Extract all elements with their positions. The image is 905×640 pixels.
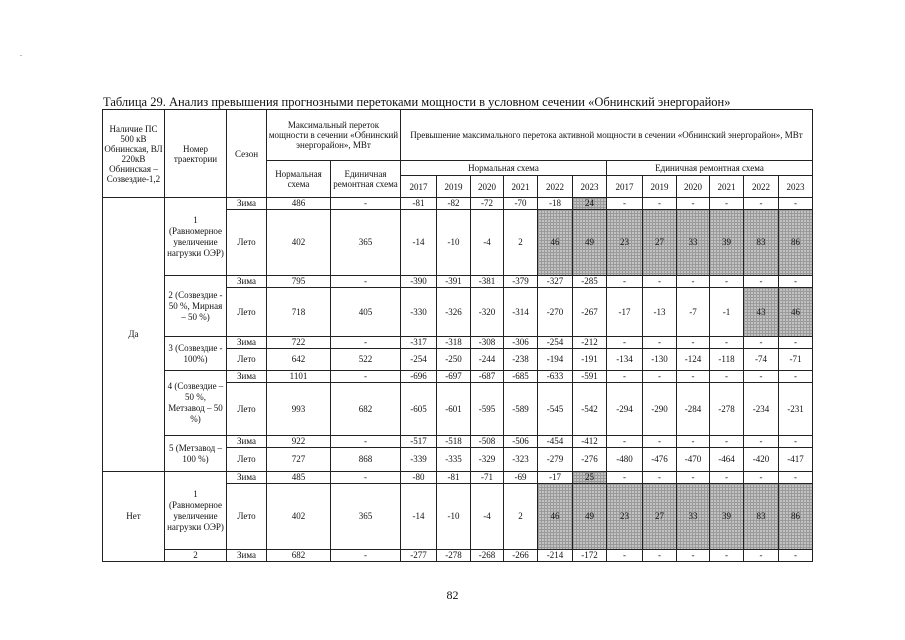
trajectory-name: 3 (Созвездие - 100%)	[165, 337, 227, 371]
table-row	[103, 472, 813, 484]
normal-value-cell: -4	[471, 484, 504, 550]
repair-value-cell: -470	[677, 448, 710, 472]
repair-value-cell: -290	[643, 383, 677, 436]
trajectory-name: 5 (Метзавод – 100 %)	[165, 436, 227, 472]
header-season: Сезон	[227, 110, 267, 198]
normal-value-cell: -214	[538, 550, 573, 562]
normal-value-cell: -71	[471, 472, 504, 484]
year-header: 2017	[401, 176, 437, 198]
normal-value-cell: -278	[437, 550, 471, 562]
repair-value-cell: -	[677, 550, 710, 562]
normal-value-cell: -687	[471, 371, 504, 383]
repair-value-cell: -	[643, 436, 677, 448]
normal-value-cell: -506	[504, 436, 538, 448]
max-normal-cell: 993	[267, 383, 331, 436]
normal-value-cell: -390	[401, 276, 437, 288]
repair-value-cell: 43	[744, 288, 779, 337]
repair-value-cell: -118	[710, 349, 744, 371]
repair-value-cell: -	[643, 198, 677, 210]
repair-value-cell: -234	[744, 383, 779, 436]
normal-value-cell: -18	[538, 198, 573, 210]
normal-value-cell: -10	[437, 484, 471, 550]
repair-value-cell: 23	[607, 484, 643, 550]
max-repair-cell: -	[331, 472, 401, 484]
repair-value-cell: -	[643, 472, 677, 484]
repair-value-cell: 33	[677, 484, 710, 550]
normal-value-cell: -82	[437, 198, 471, 210]
normal-value-cell: 49	[573, 210, 607, 276]
repair-value-cell: 86	[779, 484, 813, 550]
normal-value-cell: -589	[504, 383, 538, 436]
normal-value-cell: -591	[573, 371, 607, 383]
season-cell: Зима	[227, 371, 267, 383]
max-normal-cell: 1101	[267, 371, 331, 383]
repair-value-cell: -74	[744, 349, 779, 371]
max-repair-cell: -	[331, 550, 401, 562]
year-header: 2020	[677, 176, 710, 198]
normal-value-cell: -4	[471, 210, 504, 276]
repair-value-cell: -71	[779, 349, 813, 371]
repair-value-cell: -	[744, 436, 779, 448]
normal-value-cell: -518	[437, 436, 471, 448]
normal-value-cell: -72	[471, 198, 504, 210]
repair-value-cell: 27	[643, 210, 677, 276]
normal-value-cell: -277	[401, 550, 437, 562]
normal-value-cell: -308	[471, 337, 504, 349]
repair-value-cell: -	[710, 472, 744, 484]
repair-value-cell: -480	[607, 448, 643, 472]
repair-value-cell: -130	[643, 349, 677, 371]
normal-value-cell: -238	[504, 349, 538, 371]
repair-value-cell: -	[744, 472, 779, 484]
header-excess: Превышение максимального перетока активной мощности в сечении «Обнинский энергорайон», МВт	[401, 110, 813, 161]
repair-value-cell: -	[643, 337, 677, 349]
repair-value-cell: -	[677, 198, 710, 210]
repair-value-cell: 83	[744, 484, 779, 550]
repair-value-cell: -	[779, 276, 813, 288]
repair-value-cell: -	[779, 436, 813, 448]
normal-value-cell: 46	[538, 484, 573, 550]
trajectory-name: 2	[165, 550, 227, 562]
repair-value-cell: -	[677, 337, 710, 349]
normal-value-cell: 2	[504, 210, 538, 276]
repair-value-cell: -278	[710, 383, 744, 436]
year-header: 2022	[538, 176, 573, 198]
normal-value-cell: 25	[573, 472, 607, 484]
season-cell: Лето	[227, 448, 267, 472]
max-repair-cell: 682	[331, 383, 401, 436]
year-header: 2019	[437, 176, 471, 198]
max-repair-cell: 365	[331, 210, 401, 276]
repair-value-cell: -124	[677, 349, 710, 371]
repair-value-cell: 27	[643, 484, 677, 550]
header-ps-presence: Наличие ПС 500 кВ Обнинская, ВЛ 220кВ Обнинская – Созвездие-1,2	[103, 110, 165, 198]
year-header: 2023	[779, 176, 813, 198]
repair-value-cell: -	[779, 371, 813, 383]
normal-value-cell: -191	[573, 349, 607, 371]
repair-value-cell: -284	[677, 383, 710, 436]
table-row	[103, 436, 813, 448]
max-repair-cell: 522	[331, 349, 401, 371]
normal-value-cell: -685	[504, 371, 538, 383]
table-body	[103, 198, 813, 562]
group-label: Да	[103, 198, 165, 472]
repair-value-cell: -476	[643, 448, 677, 472]
season-cell: Лето	[227, 349, 267, 371]
repair-value-cell: -464	[710, 448, 744, 472]
normal-value-cell: -268	[471, 550, 504, 562]
repair-value-cell: 23	[607, 210, 643, 276]
repair-value-cell: -	[710, 276, 744, 288]
year-header: 2022	[744, 176, 779, 198]
repair-value-cell: -	[677, 436, 710, 448]
max-normal-cell: 795	[267, 276, 331, 288]
normal-value-cell: -69	[504, 472, 538, 484]
normal-value-cell: 24	[573, 198, 607, 210]
season-cell: Лето	[227, 484, 267, 550]
table-row	[103, 198, 813, 210]
year-header: 2023	[573, 176, 607, 198]
normal-value-cell: -244	[471, 349, 504, 371]
normal-value-cell: -542	[573, 383, 607, 436]
normal-value-cell: -81	[437, 472, 471, 484]
season-cell: Зима	[227, 198, 267, 210]
max-normal-cell: 727	[267, 448, 331, 472]
repair-value-cell: -	[744, 276, 779, 288]
normal-value-cell: -285	[573, 276, 607, 288]
normal-value-cell: -81	[401, 198, 437, 210]
table-title: Таблица 29. Анализ превышения прогнозными перетоками мощности в условном сечении «Обнинский энергорайон»	[103, 95, 731, 109]
max-repair-cell: 868	[331, 448, 401, 472]
season-cell: Зима	[227, 472, 267, 484]
max-repair-cell: 365	[331, 484, 401, 550]
season-cell: Зима	[227, 337, 267, 349]
season-cell: Лето	[227, 210, 267, 276]
normal-value-cell: 49	[573, 484, 607, 550]
normal-value-cell: -254	[401, 349, 437, 371]
normal-value-cell: -697	[437, 371, 471, 383]
repair-value-cell: -	[744, 371, 779, 383]
repair-value-cell: 33	[677, 210, 710, 276]
repair-value-cell: -	[744, 198, 779, 210]
repair-value-cell: -	[744, 337, 779, 349]
repair-value-cell: -	[643, 276, 677, 288]
normal-value-cell: -14	[401, 484, 437, 550]
repair-value-cell: -13	[643, 288, 677, 337]
normal-value-cell: -323	[504, 448, 538, 472]
repair-value-cell: -	[677, 371, 710, 383]
normal-value-cell: -326	[437, 288, 471, 337]
repair-value-cell: -134	[607, 349, 643, 371]
header-normal-scheme: Нормальная схема	[401, 161, 607, 176]
repair-value-cell: -	[677, 472, 710, 484]
normal-value-cell: -250	[437, 349, 471, 371]
normal-value-cell: 46	[538, 210, 573, 276]
season-cell: Лето	[227, 383, 267, 436]
repair-value-cell: -	[607, 436, 643, 448]
normal-value-cell: 2	[504, 484, 538, 550]
normal-value-cell: -270	[538, 288, 573, 337]
repair-value-cell: -	[710, 371, 744, 383]
normal-value-cell: -14	[401, 210, 437, 276]
header-max-repair: Единичная ремонтная схема	[331, 161, 401, 198]
repair-value-cell: -420	[744, 448, 779, 472]
repair-value-cell: -	[710, 337, 744, 349]
year-header: 2020	[471, 176, 504, 198]
repair-value-cell: 46	[779, 288, 813, 337]
repair-value-cell: -17	[607, 288, 643, 337]
max-normal-cell: 718	[267, 288, 331, 337]
trajectory-name: 2 (Созвездие - 50 %, Мирная – 50 %)	[165, 276, 227, 337]
repair-value-cell: -	[607, 472, 643, 484]
repair-value-cell: -	[710, 550, 744, 562]
normal-value-cell: -318	[437, 337, 471, 349]
normal-value-cell: -267	[573, 288, 607, 337]
repair-value-cell: -	[643, 550, 677, 562]
normal-value-cell: -329	[471, 448, 504, 472]
repair-value-cell: -	[677, 276, 710, 288]
repair-value-cell: -7	[677, 288, 710, 337]
header-max-normal: Нормальная схема	[267, 161, 331, 198]
max-repair-cell: -	[331, 198, 401, 210]
max-normal-cell: 485	[267, 472, 331, 484]
trajectory-name: 1 (Равномерное увеличение нагрузки ОЭР)	[165, 472, 227, 550]
season-cell: Лето	[227, 288, 267, 337]
table-row	[103, 371, 813, 383]
header-repair-scheme: Единичная ремонтная схема	[607, 161, 813, 176]
normal-value-cell: -70	[504, 198, 538, 210]
table-row	[103, 337, 813, 349]
normal-value-cell: -381	[471, 276, 504, 288]
repair-value-cell: -	[779, 198, 813, 210]
repair-value-cell: 83	[744, 210, 779, 276]
normal-value-cell: -545	[538, 383, 573, 436]
normal-value-cell: -17	[538, 472, 573, 484]
repair-value-cell: -	[779, 550, 813, 562]
group-label: Нет	[103, 472, 165, 562]
repair-value-cell: -	[607, 198, 643, 210]
power-flow-table	[102, 109, 813, 562]
page-number: 82	[446, 588, 459, 602]
normal-value-cell: -633	[538, 371, 573, 383]
normal-value-cell: -330	[401, 288, 437, 337]
normal-value-cell: -454	[538, 436, 573, 448]
header-trajectory: Номер траектории	[165, 110, 227, 198]
year-header: 2021	[710, 176, 744, 198]
normal-value-cell: -339	[401, 448, 437, 472]
normal-value-cell: -266	[504, 550, 538, 562]
table-row	[103, 550, 813, 562]
trajectory-name: 1 (Равномерное увеличение нагрузки ОЭР)	[165, 198, 227, 276]
max-normal-cell: 402	[267, 484, 331, 550]
table-row	[103, 276, 813, 288]
repair-value-cell: -	[710, 436, 744, 448]
repair-value-cell: -1	[710, 288, 744, 337]
year-header: 2019	[643, 176, 677, 198]
repair-value-cell: -	[643, 371, 677, 383]
normal-value-cell: -254	[538, 337, 573, 349]
season-cell: Зима	[227, 276, 267, 288]
normal-value-cell: -279	[538, 448, 573, 472]
normal-value-cell: -320	[471, 288, 504, 337]
repair-value-cell: -	[607, 550, 643, 562]
trajectory-name: 4 (Созвездие – 50 %, Метзавод – 50 %)	[165, 371, 227, 436]
header-max-flow: Максимальный переток мощности в сечении «Обнинский энергорайон», МВт	[267, 110, 401, 161]
table-header	[103, 110, 813, 198]
normal-value-cell: -595	[471, 383, 504, 436]
max-normal-cell: 922	[267, 436, 331, 448]
normal-value-cell: -172	[573, 550, 607, 562]
normal-value-cell: -314	[504, 288, 538, 337]
max-repair-cell: -	[331, 436, 401, 448]
max-normal-cell: 722	[267, 337, 331, 349]
normal-value-cell: -412	[573, 436, 607, 448]
max-repair-cell: 405	[331, 288, 401, 337]
season-cell: Зима	[227, 550, 267, 562]
max-repair-cell: -	[331, 371, 401, 383]
season-cell: Зима	[227, 436, 267, 448]
repair-value-cell: -	[779, 472, 813, 484]
repair-value-cell: -	[744, 550, 779, 562]
normal-value-cell: -517	[401, 436, 437, 448]
max-repair-cell: -	[331, 276, 401, 288]
repair-value-cell: -	[607, 371, 643, 383]
normal-value-cell: -212	[573, 337, 607, 349]
max-normal-cell: 642	[267, 349, 331, 371]
normal-value-cell: -194	[538, 349, 573, 371]
scan-speck	[20, 55, 22, 56]
repair-value-cell: -	[779, 337, 813, 349]
normal-value-cell: -327	[538, 276, 573, 288]
repair-value-cell: 86	[779, 210, 813, 276]
repair-value-cell: -	[607, 276, 643, 288]
normal-value-cell: -335	[437, 448, 471, 472]
year-header: 2021	[504, 176, 538, 198]
max-normal-cell: 402	[267, 210, 331, 276]
repair-value-cell: -	[607, 337, 643, 349]
repair-value-cell: -294	[607, 383, 643, 436]
normal-value-cell: -276	[573, 448, 607, 472]
max-normal-cell: 682	[267, 550, 331, 562]
normal-value-cell: -391	[437, 276, 471, 288]
repair-value-cell: -231	[779, 383, 813, 436]
normal-value-cell: -601	[437, 383, 471, 436]
repair-value-cell: 39	[710, 484, 744, 550]
normal-value-cell: -605	[401, 383, 437, 436]
repair-value-cell: -417	[779, 448, 813, 472]
normal-value-cell: -10	[437, 210, 471, 276]
normal-value-cell: -508	[471, 436, 504, 448]
normal-value-cell: -696	[401, 371, 437, 383]
repair-value-cell: -	[710, 198, 744, 210]
year-header: 2017	[607, 176, 643, 198]
max-normal-cell: 486	[267, 198, 331, 210]
normal-value-cell: -306	[504, 337, 538, 349]
normal-value-cell: -80	[401, 472, 437, 484]
normal-value-cell: -379	[504, 276, 538, 288]
normal-value-cell: -317	[401, 337, 437, 349]
repair-value-cell: 39	[710, 210, 744, 276]
max-repair-cell: -	[331, 337, 401, 349]
